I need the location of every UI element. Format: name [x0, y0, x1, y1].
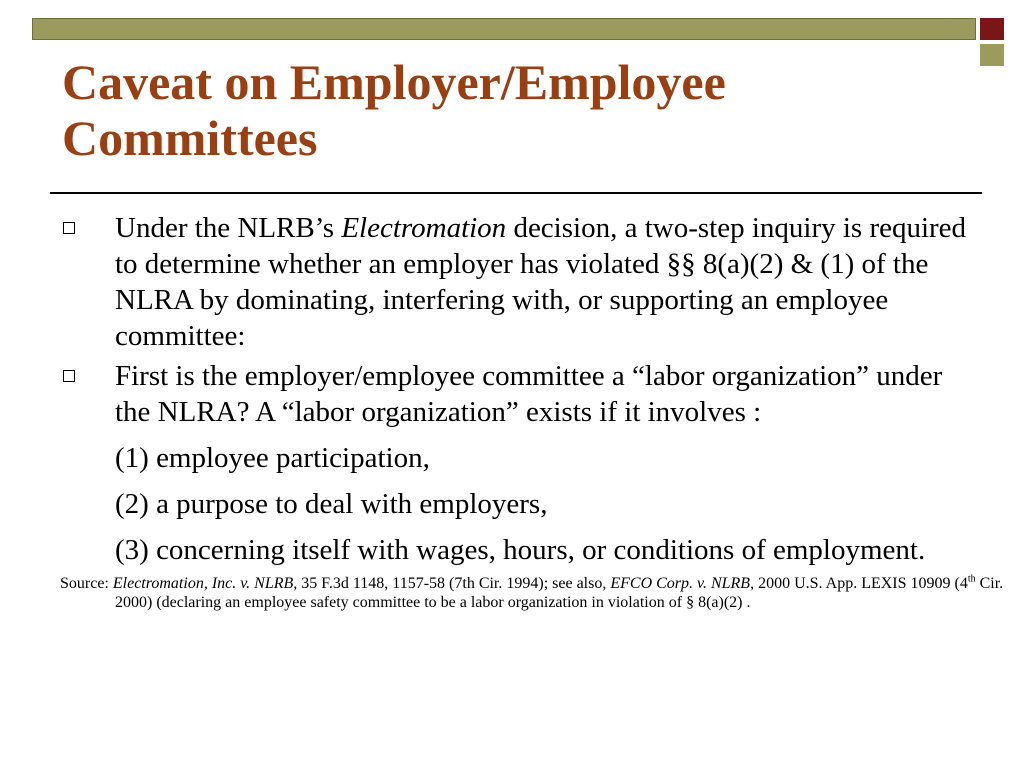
source-citation: [60, 574, 1005, 612]
sub-item: (2) a purpose to deal with employers,: [115, 488, 548, 520]
bullet-text: First is the employer/employee committee a “labor organization” under the NLRA? A “labor organization” exists if it involves :: [115, 360, 943, 428]
bullet-item: [60, 358, 980, 430]
bullet-text-italic: Electromation: [341, 212, 507, 244]
slide-body: [60, 210, 1004, 612]
source-superscript: th: [967, 573, 976, 585]
source-case-2: EFCO Corp. v. NLRB: [610, 575, 751, 592]
square-bullet-icon: [63, 370, 75, 382]
header-decoration-square-lower: [980, 44, 1004, 66]
bullet-text-post: decision, a two-step inquiry is required to determine whether an employer has violated §§ 8(a)(2) & (1) of the NLRA by dominating, interfering with, or supporting an employee committee:: [115, 212, 967, 352]
bullet-item: [60, 210, 980, 354]
source-case-1: Electromation, Inc. v. NLRB: [112, 575, 294, 592]
slide-title: Caveat on Employer/Employee Committees: [62, 54, 726, 166]
source-cite-3: Cir. 2000) (declaring an employee safety committee to be a labor organization in violation of § 8(a)(2) .: [115, 575, 1004, 611]
source-cite-1: , 35 F.3d 1148, 1157-58 (7th Cir. 1994); see also,: [293, 575, 611, 592]
source-cite-2: , 2000 U.S. App. LEXIS 10909 (4: [750, 575, 968, 592]
sub-item: (1) employee participation,: [115, 442, 430, 474]
bullet-text-pre: Under the NLRB’s: [115, 212, 342, 244]
header-decoration-square: [980, 18, 1004, 40]
header-decoration-bar: [32, 18, 976, 40]
sub-item: (3) concerning itself with wages, hours, or conditions of employment.: [115, 534, 926, 566]
title-divider: [50, 192, 982, 194]
source-label: Source:: [60, 575, 113, 592]
square-bullet-icon: [63, 222, 75, 234]
